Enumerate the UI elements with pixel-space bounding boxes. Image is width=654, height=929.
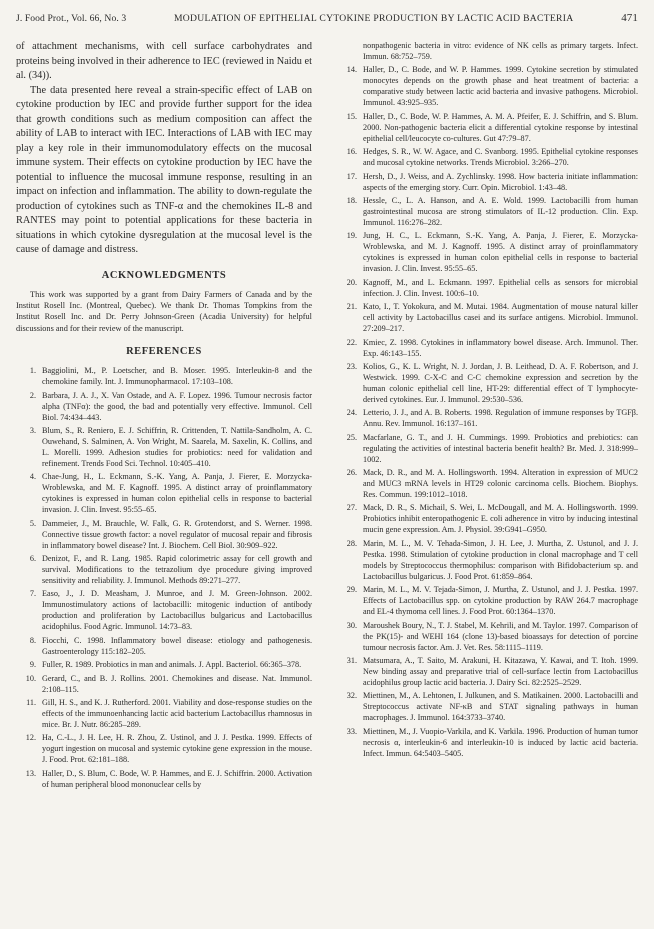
reference-number: 6.	[29, 554, 36, 564]
reference-text: Chae-Jung, H., L. Eckmann, S.-K. Yang, A. Panja, J. Fierer, E. Morzycka-Wroblewska, and M. F. Kagnoff. 1995. A distinct array of proinflammatory cytokines is expressed in human colon epithelial cells in response to bacterial invasion. J. Clin. Invest. 95:55–65.	[42, 472, 312, 515]
body-paragraph-2: The data presented here reveal a strain-specific effect of LAB on cytokine production by IEC and provide further support for the idea that growth conditions such as medium composition can affect the ability of LAB to interact with IEC. Interactions of LAB with IEC may play a key role in their immunomodulatory effects on the mucosal immune system. Their effects on cytokine production by IEC have the potential to influence the mucosal immune response, resulting in an impact on infection and inflammation. The ability to down-regulate the production of cytokines such as TNF-α and the chemokines IL-8 and RANTES may point to potential applications for these bacteria in situations in which cytokine dysregulation at the mucosal level is the cause of damage and distress.	[16, 84, 312, 255]
journal-citation: J. Food Prot., Vol. 66, No. 3	[16, 12, 127, 24]
reference-item	[16, 588, 312, 632]
page-number: 471	[621, 12, 638, 24]
reference-item	[335, 301, 638, 334]
reference-number: 28.	[346, 538, 357, 548]
reference-text: Jung, H. C., L. Eckmann, S.-K. Yang, A. Panja, J. Fierer, E. Morzycka-Wroblewska, and M. J. Kagnoff. 1995. A distinct array of proinflammatory cytokines is expressed in human colon epithelial cells in response to bacterial invasion. J. Clin. Invest. 95:55–65.	[363, 231, 638, 274]
reference-text: Haller, D., C. Bode, and W. P. Hammes. 1999. Cytokine secretion by stimulated monocytes depends on the growth phase and heat treatment of bacteria: a comparative study between lactic acid bacteria and invasive pathogens. Microbiol. Immunol. 43:925–935.	[363, 65, 638, 108]
reference-item	[16, 635, 312, 657]
reference-item	[335, 620, 638, 653]
reference-text: Mack, D. R., and M. A. Hollingsworth. 1994. Alteration in expression of MUC2 and MUC3 mRNA levels in HT29 colonic carcinoma cells. Biochem. Biophys. Res. Commun. 199:1012–1018.	[363, 468, 638, 500]
reference-number: 13.	[25, 768, 36, 778]
reference-number: 23.	[346, 361, 357, 371]
reference-item	[16, 365, 312, 387]
reference-item	[16, 518, 312, 551]
reference-text: Fiocchi, C. 1998. Inflammatory bowel disease: etiology and pathogenesis. Gastroenterology 115:182–205.	[42, 635, 312, 656]
reference-item	[16, 425, 312, 469]
reference-number: 25.	[346, 432, 357, 442]
reference-text: Marin, M. L., M. V. Tejada-Simon, J. Murtha, Z. Ustunol, and J. J. Pestka. 1997. Effects of Lactobacillus spp. on cytokine production by RAW 264.7 macrophage and EL-4 thymoma cell lines. J. Food Prot. 60:1364–1370.	[363, 585, 638, 617]
reference-item	[335, 146, 638, 168]
reference-text: Haller, D., C. Bode, W. P. Hammes, A. M. A. Pfeifer, E. J. Schiffrin, and S. Blum. 2000. Non-pathogenic bacteria elicit a differential cytokine response by intestinal epithelial cell/leucocyte co-cultures. Gut 47:79–87.	[363, 111, 638, 143]
reference-text: Miettinen, M., J. Vuopio-Varkila, and K. Varkila. 1996. Production of human tumor necrosis α, interleukin-6 and interleukin-10 is induced by lactic acid bacteria. Infect. Immun. 64:5403–5405.	[363, 726, 638, 758]
reference-number: 10.	[25, 673, 36, 683]
reference-number: 12.	[25, 733, 36, 743]
reference-number: 17.	[346, 171, 357, 181]
reference-text: Kolios, G., K. L. Wright, N. J. Jordan, J. B. Leithead, D. A. F. Robertson, and J. Westwick. 1999. C-X-C and C-C chemokine expression and secretion by the human colonic epithelial cell line, HT-29: differential effect of T lymphocyte-derived cytokines. Eur. J. Immunol. 29:530–536.	[363, 361, 638, 404]
reference-item	[335, 502, 638, 535]
reference-number: 24.	[346, 408, 357, 418]
reference-item	[335, 277, 638, 299]
reference-text: Dammeier, J., M. Brauchle, W. Falk, G. R. Grotendorst, and S. Werner. 1998. Connective tissue growth factor: a novel regulator of mucosal repair and fibrosis in inflammatory bowel disease? Int. J. Biochem. Cell Biol. 30:909–922.	[42, 518, 312, 550]
reference-item	[335, 655, 638, 688]
reference-number: 1.	[29, 366, 36, 376]
reference-text: Kmiec, Z. 1998. Cytokines in inflammatory bowel disease. Arch. Immunol. Ther. Exp. 46:143–155.	[363, 337, 638, 358]
reference-number: 11.	[26, 698, 36, 708]
reference-number: 7.	[29, 589, 36, 599]
reference-number: 9.	[29, 660, 36, 670]
reference-number: 20.	[346, 277, 357, 287]
reference-number: 4.	[29, 472, 36, 482]
right-column	[335, 40, 638, 761]
reference-number: 16.	[346, 147, 357, 157]
reference-number	[335, 40, 363, 62]
reference-number: 8.	[29, 635, 36, 645]
reference-text: Hedges, S. R., W. W. Agace, and C. Svanborg. 1995. Epithelial cytokine responses and mucosal cytokine networks. Trends Microbiol. 3:266–270.	[363, 147, 638, 168]
reference-text: Gerard, C., and B. J. Rollins. 2001. Chemokines and disease. Nat. Immunol. 2:108–115.	[42, 673, 312, 694]
reference-text: Gill, H. S., and K. J. Rutherford. 2001. Viability and dose-response studies on the effects of the immunoenhancing lactic acid bacterium Lactobacillus rhamnosus in mice. Br. J. Nutr. 86:285–289.	[42, 698, 312, 730]
reference-item	[335, 467, 638, 500]
left-column	[16, 40, 312, 792]
reference-item	[16, 732, 312, 765]
reference-item	[335, 40, 638, 62]
references-heading: REFERENCES	[126, 346, 202, 358]
reference-item	[16, 768, 312, 790]
reference-text: Letterio, J. J., and A. B. Roberts. 1998. Regulation of immune responses by TGFβ. Annu. Rev. Immunol. 16:137–161.	[363, 408, 638, 429]
reference-number: 33.	[346, 726, 357, 736]
reference-item	[335, 432, 638, 465]
reference-item	[335, 407, 638, 429]
reference-number: 21.	[346, 302, 357, 312]
reference-number: 18.	[346, 195, 357, 205]
reference-text: Kagnoff, M., and L. Eckmann. 1997. Epithelial cells as sensors for microbial infection. J. Clin. Invest. 100:6–10.	[363, 277, 638, 298]
reference-item	[335, 195, 638, 228]
reference-text: Easo, J., J. D. Measham, J. Munroe, and J. M. Green-Johnson. 2002. Immunostimulatory actions of lactobacilli: mitogenic induction of antibody production and proliferation by Lactobacillus bulgaricus and Lactobacillus acidophilus. Food Agric. Immunol. 14:73–83.	[42, 589, 312, 632]
body-paragraph-1: of attachment mechanisms, with cell surface carbohydrates and proteins being involved in their adherence to IEC (reviewed in Naidu et al. (34)).	[16, 41, 312, 81]
reference-item	[16, 673, 312, 695]
reference-list-left	[16, 365, 312, 790]
acknowledgments-heading: ACKNOWLEDGMENTS	[101, 269, 227, 281]
running-header	[16, 10, 638, 26]
reference-text: Fuller, R. 1989. Probiotics in man and animals. J. Appl. Bacteriol. 66:365–378.	[42, 660, 302, 670]
reference-text: Denizot, F., and R. Lang. 1985. Rapid colorimetric assay for cell growth and survival. Modifications to the tetrazolium dye procedure giving improved sensitivity and reliability. J. Immunol. Methods 89:271–277.	[42, 554, 312, 586]
reference-text: Blum, S., R. Reniero, E. J. Schiffrin, R. Crittenden, T. Nattila-Sandholm, A. C. Ouwehand, S. Salminen, A. Von Wright, M. Saarela, M. Saxelin, K. Collins, and L. Morelli. 1999. Adhesion studies for probiotics: need for validation and refinement. Trends Food Sci. Technol. 10:405–410.	[42, 425, 312, 468]
reference-number: 2.	[29, 390, 36, 400]
reference-number: 32.	[346, 691, 357, 701]
reference-item	[335, 538, 638, 582]
reference-text: Miettinen, M., A. Lehtonen, I. Julkunen, and S. Matikainen. 2000. Lactobacilli and Streptococcus activate NF-κB and STAT signaling pathways in human macrophages. J. Immunol. 164:3733–3740.	[363, 691, 638, 723]
reference-text: Mack, D. R., S. Michail, S. Wei, L. McDougall, and M. A. Hollingsworth. 1999. Probiotics inhibit enteropathogenic E. coli adherence in vitro by inducing intestinal mucin gene expression. Am. J. Physiol. 39:G941–G950.	[363, 503, 638, 535]
reference-text: Haller, D., S. Blum, C. Bode, W. P. Hammes, and E. J. Schiffrin. 2000. Activation of human peripheral blood mononuclear cells by	[42, 768, 312, 789]
reference-item	[335, 361, 638, 405]
reference-text: Macfarlane, G. T., and J. H. Cummings. 1999. Probiotics and prebiotics: can regulating the activities of intestinal bacteria benefit health? Br. Med. J. 318:999–1002.	[363, 432, 638, 464]
reference-number: 31.	[346, 656, 357, 666]
reference-text: Baggiolini, M., P. Loetscher, and B. Moser. 1995. Interleukin-8 and the chemokine family. Int. J. Immunopharmacol. 17:103–108.	[42, 366, 312, 387]
reference-text: Marin, M. L., M. V. Tehada-Simon, J. H. Lee, J. Murtha, Z. Ustunol, and J. J. Pestka. 1998. Stimulation of cytokine production in clonal macrophage and T cell models by Streptococcus thermophilus: comparison with Bifidobacterium sp. and Lactobacillus bulgaricus. J. Food Prot. 61:859–864.	[363, 538, 638, 581]
reference-list-right	[335, 40, 638, 759]
reference-text: Hersh, D., J. Weiss, and A. Zychlinsky. 1998. How bacteria initiate inflammation: aspects of the emerging story. Curr. Opin. Microbiol. 1:43–48.	[363, 171, 638, 192]
reference-item	[335, 726, 638, 759]
reference-item	[16, 697, 312, 730]
reference-item	[335, 690, 638, 723]
reference-item	[335, 230, 638, 274]
reference-text: Ha, C.-L., J. H. Lee, H. R. Zhou, Z. Ustinol, and J. J. Pestka. 1999. Effects of yogurt ingestion on mucosal and systemic cytokine gene expression in the mouse. J. Food. Prot. 62:181–188.	[42, 733, 312, 765]
reference-item	[335, 111, 638, 144]
reference-number: 15.	[346, 111, 357, 121]
reference-text: nonpathogenic bacteria in vitro: evidence of NK cells as primary targets. Infect. Immun. 68:752–759.	[363, 41, 638, 61]
reference-text: Kato, I., T. Yokokura, and M. Mutai. 1984. Augmentation of mouse natural killer cell activity by Lactobacillus casei and its surface antigens. Microbiol. Immunol. 27:209–217.	[363, 302, 638, 334]
running-title: MODULATION OF EPITHELIAL CYTOKINE PRODUCTION BY LACTIC ACID BACTERIA	[173, 12, 574, 24]
reference-item	[335, 171, 638, 193]
reference-number: 14.	[346, 65, 357, 75]
reference-number: 5.	[29, 518, 36, 528]
reference-item	[16, 553, 312, 586]
reference-number: 29.	[346, 585, 357, 595]
reference-number: 30.	[346, 620, 357, 630]
acknowledgments-text: This work was supported by a grant from Dairy Farmers of Canada and by the Institut Rosell Inc. (Montreal, Quebec). We thank Dr. Thomas Tompkins from the Institut Rosell Inc. and Dr. Perry Johnson-Green (Acadia University) for helpful discussions and for their review of the manuscript.	[16, 289, 312, 333]
reference-number: 26.	[346, 468, 357, 478]
reference-text: Matsumara, A., T. Saito, M. Arakuni, H. Kitazawa, Y. Kawai, and T. Itoh. 1999. New binding assay and preparative trial of cell-surface lectin from Lactobacillus acidophilus group lactic acid bacteria. J. Dairy Sci. 82:2525–2529.	[363, 656, 638, 688]
reference-number: 27.	[346, 503, 357, 513]
reference-text: Barbara, J. A. J., X. Van Ostade, and A. F. Lopez. 1996. Tumour necrosis factor alpha (TNFα): the good, the bad and potentially very effective. Immunol. Cell Biol. 74:434–443.	[42, 390, 312, 422]
reference-number: 3.	[29, 425, 36, 435]
reference-item	[16, 390, 312, 423]
reference-number: 19.	[346, 231, 357, 241]
reference-item	[335, 337, 638, 359]
reference-text: Hessle, C., L. A. Hanson, and A. E. Wold. 1999. Lactobacilli from human gastrointestinal mucosa are strong stimulators of IL-12 production. Clin. Exp. Immunol. 116:276–282.	[363, 195, 638, 227]
reference-number: 22.	[346, 337, 357, 347]
reference-item	[16, 471, 312, 515]
reference-item	[16, 659, 312, 670]
reference-text: Maroushek Boury, N., T. J. Stabel, M. Kehrili, and M. Taylor. 1997. Comparison of the PK(15)- and WEHI 164 (clone 13)-based bioassays for detection of porcine tumour necrosis factor. Am. J. Vet. Res. 58:1115–1119.	[363, 620, 638, 652]
reference-item	[335, 64, 638, 108]
reference-item	[335, 584, 638, 617]
